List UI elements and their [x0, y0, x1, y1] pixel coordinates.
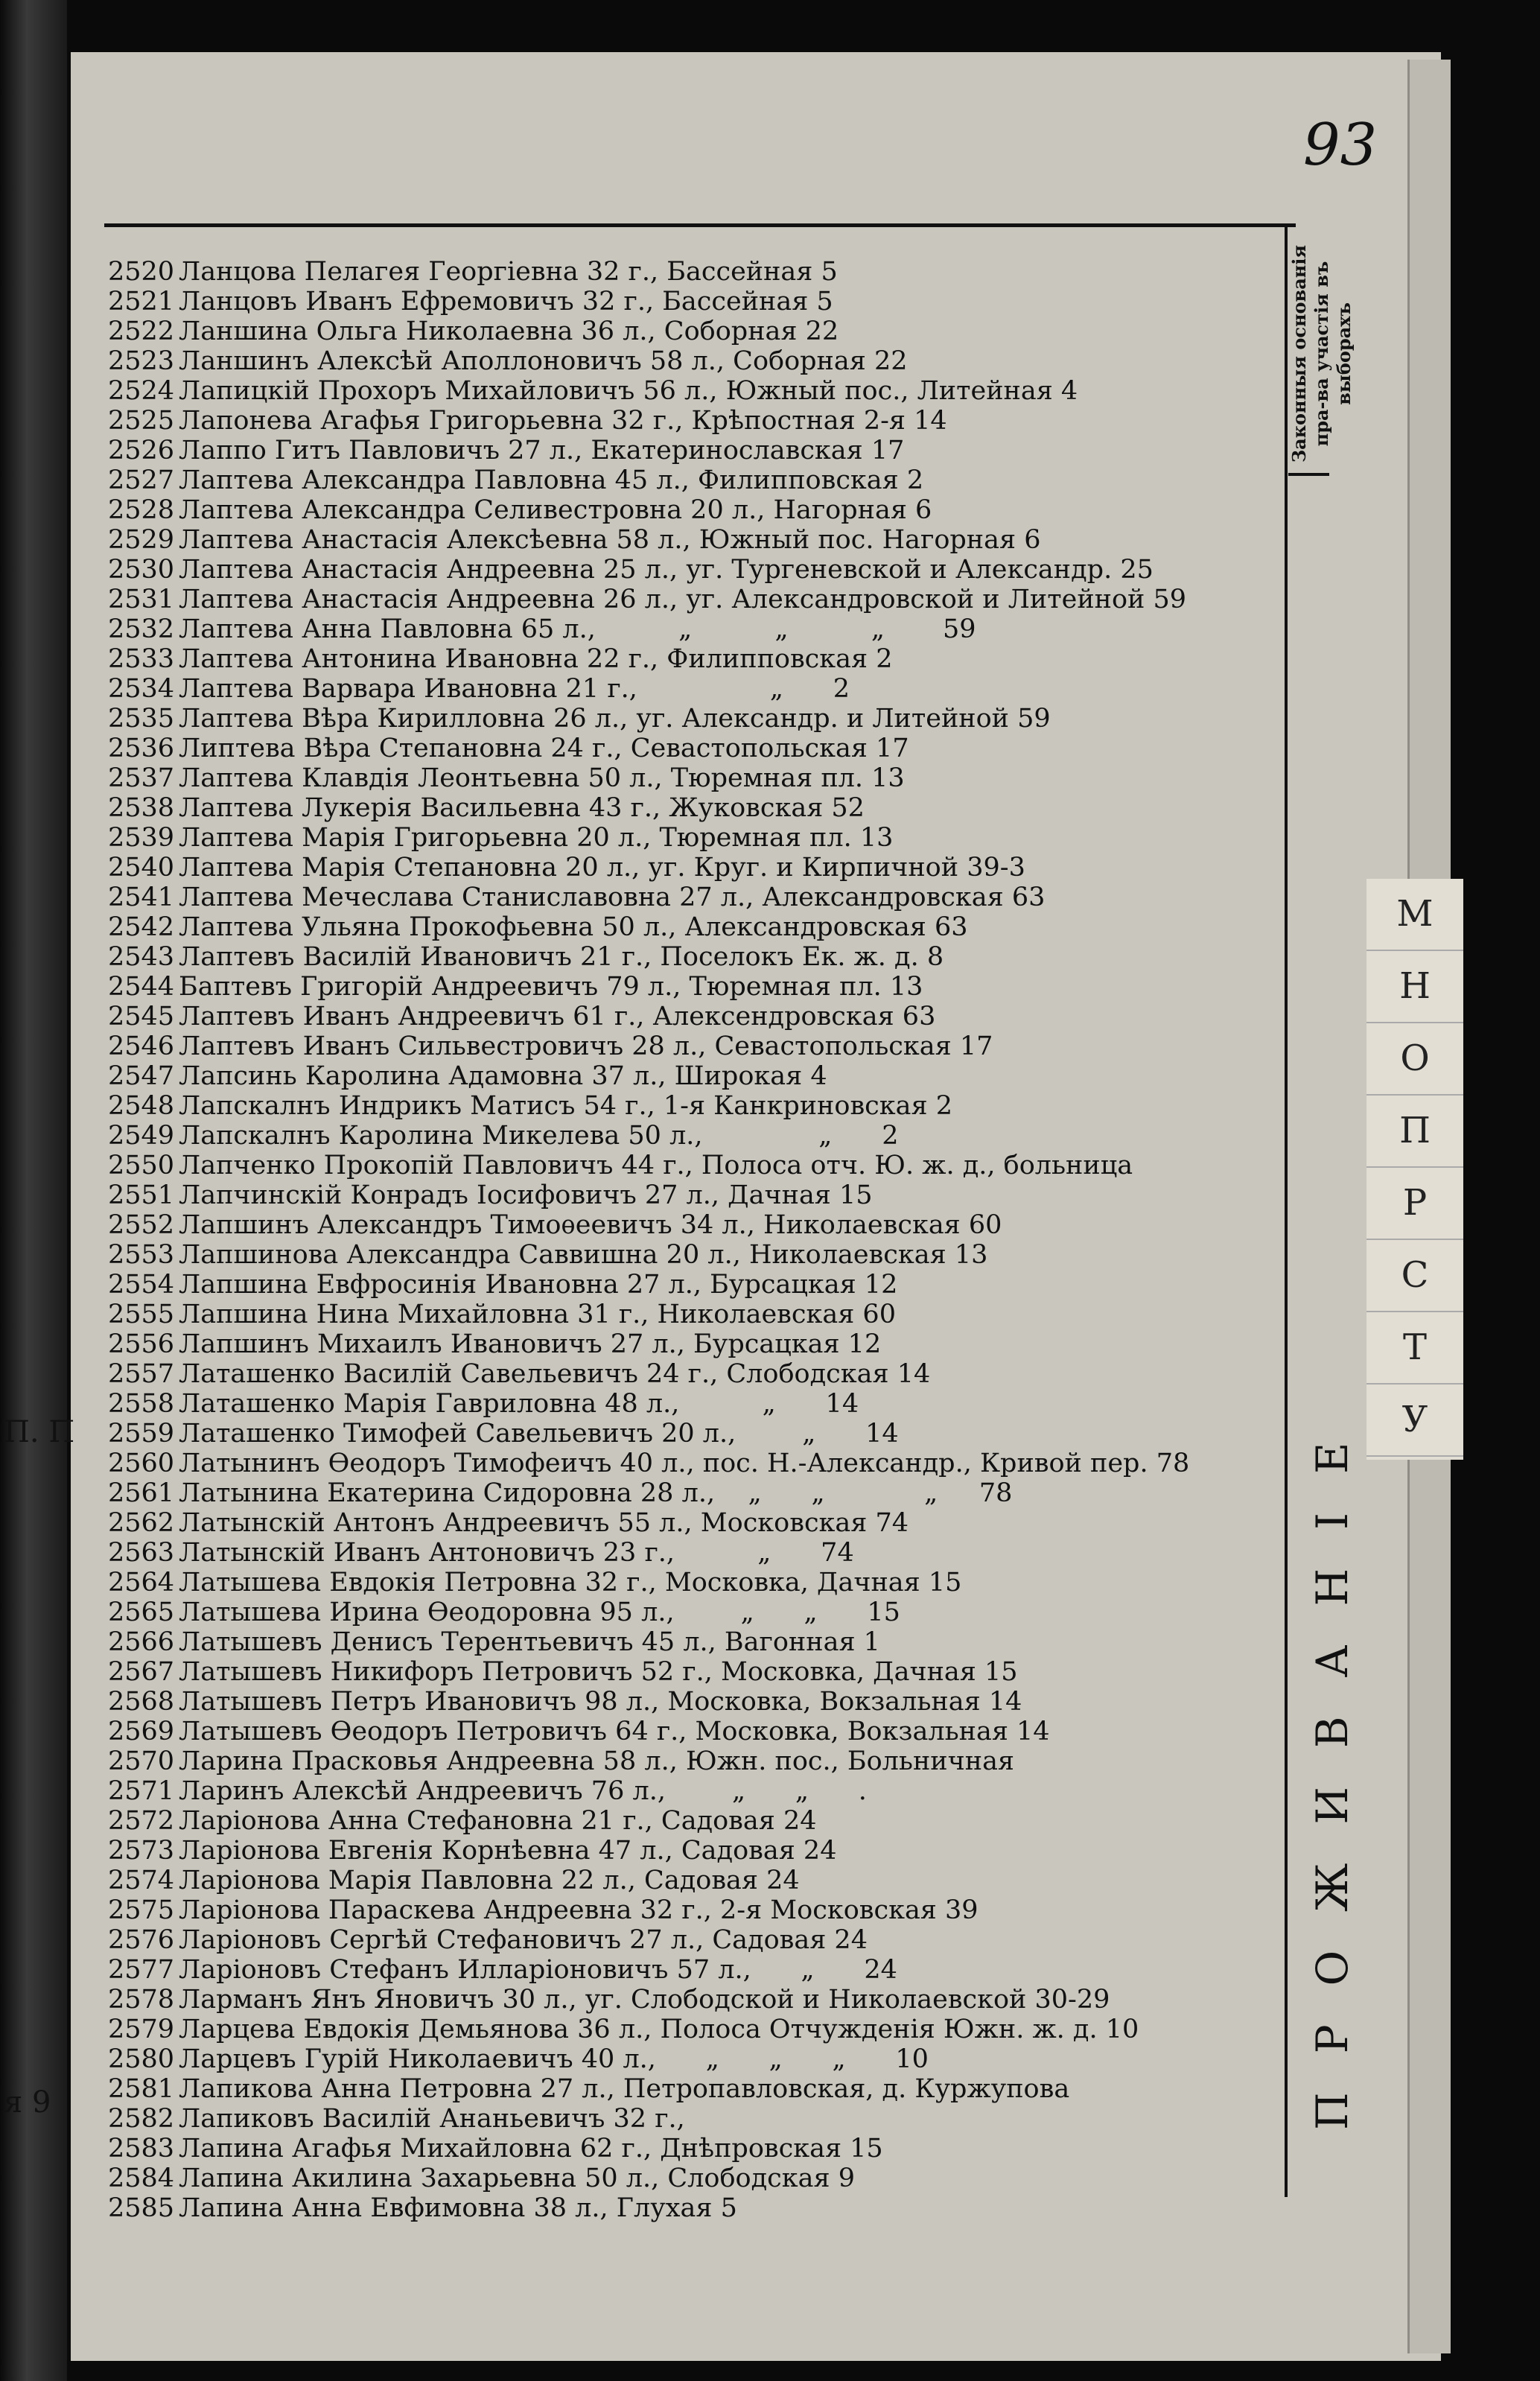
- entry-text: Баптевъ Григорій Андреевичъ 79 л., Тюремная пл. 13: [179, 972, 923, 1002]
- entry-text: Ларіоновъ Стефанъ Илларіоновичъ 57 л., „ 24: [179, 1955, 897, 1985]
- entry-text: Латынинъ Ѳеодоръ Тимофеичъ 40 л., пос. Н.-Александр., Кривой пер. 78: [179, 1449, 1190, 1478]
- entry-number: 2526: [108, 436, 175, 465]
- entry-number: 2567: [108, 1657, 175, 1687]
- entry-number: 2551: [108, 1180, 175, 1210]
- entry-text: Лаптева Анна Павловна 65 л., „ „ „ 59: [179, 614, 976, 644]
- entry-text: Ларманъ Янъ Яновичъ 30 л., уг. Слободской и Николаевской 30-29: [179, 1985, 1110, 2015]
- entry-text: Лапицкій Прохоръ Михайловичъ 56 л., Южный пос., Литейная 4: [179, 376, 1078, 406]
- entry-number: 2569: [108, 1717, 175, 1746]
- entry-text: Лаптевъ Василій Ивановичъ 21 г., Поселокъ Ек. ж. д. 8: [179, 942, 944, 972]
- entry-text: Лаптева Анастасія Алексѣевна 58 л., Южный пос. Нагорная 6: [179, 525, 1041, 555]
- entry-number: 2522: [108, 317, 175, 346]
- entry-number: 2549: [108, 1121, 175, 1151]
- entry-number: 2574: [108, 1866, 175, 1895]
- entry-number: 2564: [108, 1568, 175, 1598]
- entry-number: 2577: [108, 1955, 175, 1985]
- entry-number: 2538: [108, 793, 175, 823]
- entry-text: Ланцова Пелагея Георгіевна 32 г., Бассейная 5: [179, 257, 838, 287]
- entry-text: Лаптева Лукерія Васильевна 43 г., Жуковская 52: [179, 793, 865, 823]
- entry-text: Ланшинъ Алексѣй Аполлоновичъ 58 л., Соборная 22: [179, 346, 908, 376]
- entry-text: Ларцева Евдокія Демьянова 36 л., Полоса Отчужденія Южн. ж. д. 10: [179, 2015, 1139, 2044]
- entry-text: Лаптева Александра Селивестровна 20 л., Нагорная 6: [179, 495, 932, 525]
- index-tabs: [1366, 879, 1463, 1460]
- entry-text: Лаптева Марія Степановна 20 л., уг. Круг. и Кирпичной 39-3: [179, 853, 1025, 883]
- index-tab[interactable]: О: [1366, 1023, 1463, 1096]
- entry-text: Латышева Ирина Ѳеодоровна 95 л., „ „ 15: [179, 1598, 900, 1627]
- entry-number: 2539: [108, 823, 175, 853]
- entry-number: 2536: [108, 734, 175, 763]
- entry-text: Лапшинова Александра Саввишна 20 л., Николаевская 13: [179, 1240, 988, 1270]
- entry-text: Латашенко Тимофей Савельевичъ 20 л., „ 14: [179, 1419, 899, 1449]
- entry-number: 2544: [108, 972, 175, 1002]
- entry-text: Лапскалнъ Индрикъ Матисъ 54 г., 1-я Канкриновская 2: [179, 1091, 952, 1121]
- entry-text: Ларіонова Евгенія Корнѣевна 47 л., Садовая 24: [179, 1836, 837, 1866]
- entry-text: Лаптева Анастасія Андреевна 26 л., уг. Александровской и Литейной 59: [179, 585, 1187, 614]
- entry-number: 2579: [108, 2015, 175, 2044]
- entry-text: Лаптева Александра Павловна 45 л., Филипповская 2: [179, 465, 924, 495]
- vertical-heading: [1307, 789, 1358, 2130]
- entry-number: 2570: [108, 1746, 175, 1776]
- entry-text: Латышевъ Ѳеодоръ Петровичъ 64 г., Московка, Вокзальная 14: [179, 1717, 1050, 1746]
- entry-text: Ларинъ Алексѣй Андреевичъ 76 л., „ „ .: [179, 1776, 867, 1806]
- entry-number: 2545: [108, 1002, 175, 1031]
- page-edge-left: [0, 0, 67, 2381]
- entry-number: 2572: [108, 1806, 175, 1836]
- entry-text: Лапиковъ Василій Ананьевичъ 32 г.,: [179, 2104, 685, 2134]
- entry-number: 2553: [108, 1240, 175, 1270]
- entry-text: Лапина Анна Евфимовна 38 л., Глухая 5: [179, 2193, 737, 2223]
- entry-text: Ланцовъ Иванъ Ефремовичъ 32 г., Бассейная 5: [179, 287, 833, 317]
- entry-text: Лаптевъ Иванъ Сильвестровичъ 28 л., Севастопольская 17: [179, 1031, 993, 1061]
- entry-text: Ларіоновъ Сергѣй Стефановичъ 27 л., Садовая 24: [179, 1925, 868, 1955]
- entry-number: 2581: [108, 2074, 175, 2104]
- entry-number: 2550: [108, 1151, 175, 1180]
- entry-number: 2535: [108, 704, 175, 734]
- entry-text: Латынина Екатерина Сидоровна 28 л., „ „ „ 78: [179, 1478, 1013, 1508]
- entry-number: 2537: [108, 763, 175, 793]
- side-note: [1288, 231, 1363, 477]
- index-tab[interactable]: М: [1366, 879, 1463, 951]
- entry-text: Лапчинскій Конрадъ Іосифовичъ 27 л., Дачная 15: [179, 1180, 873, 1210]
- entry-number: 2521: [108, 287, 175, 317]
- vertical-heading-text: ПРОЖИВАНІЕ: [1307, 1403, 1358, 2130]
- entry-number: 2556: [108, 1329, 175, 1359]
- entry-text: Ларіонова Параскева Андреевна 32 г., 2-я Московская 39: [179, 1895, 979, 1925]
- column-rule: [1285, 223, 1288, 2197]
- index-tab[interactable]: С: [1366, 1240, 1463, 1312]
- entry-text: Лаптева Анастасія Андреевна 25 л., уг. Тургеневской и Александр. 25: [179, 555, 1154, 585]
- entry-number: 2566: [108, 1627, 175, 1657]
- entry-text: Лаппо Гитъ Павловичъ 27 л., Екатеринославская 17: [179, 436, 905, 465]
- entry-text: Латынскій Антонъ Андреевичъ 55 л., Московская 74: [179, 1508, 909, 1538]
- margin-note: П. П: [4, 1415, 75, 1449]
- entry-number: 2523: [108, 346, 175, 376]
- entry-number: 2559: [108, 1419, 175, 1449]
- entry-text: Лаптева Вѣра Кирилловна 26 л., уг. Александр. и Литейной 59: [179, 704, 1051, 734]
- entry-number: 2543: [108, 942, 175, 972]
- entry-text: Лаптевъ Иванъ Андреевичъ 61 г., Алексендровская 63: [179, 1002, 936, 1031]
- entry-text: Латашенко Марія Гавриловна 48 л., „ 14: [179, 1389, 859, 1419]
- entry-text: Лапшина Нина Михайловна 31 г., Николаевская 60: [179, 1300, 896, 1329]
- entry-number: 2532: [108, 614, 175, 644]
- entry-text: Лапскалнъ Каролина Микелева 50 л., „ 2: [179, 1121, 899, 1151]
- entry-text: Ларцевъ Гурій Николаевичъ 40 л., „ „ „ 10: [179, 2044, 929, 2074]
- entry-number: 2580: [108, 2044, 175, 2074]
- entry-number: 2546: [108, 1031, 175, 1061]
- entry-number: 2520: [108, 257, 175, 287]
- entry-text: Лапина Агафья Михайловна 62 г., Днѣпровская 15: [179, 2134, 883, 2164]
- entry-text: Латышевъ Петръ Ивановичъ 98 л., Московка, Вокзальная 14: [179, 1687, 1022, 1717]
- entry-text: Ларина Прасковья Андреевна 58 л., Южн. пос., Больничная: [179, 1746, 1015, 1776]
- index-tab[interactable]: П: [1366, 1096, 1463, 1168]
- entry-number: 2575: [108, 1895, 175, 1925]
- entry-text: Лаптева Антонина Ивановна 22 г., Филипповская 2: [179, 644, 893, 674]
- entry-number: 2554: [108, 1270, 175, 1300]
- entry-number: 2528: [108, 495, 175, 525]
- entry-text: Лаптева Марія Григорьевна 20 л., Тюремная пл. 13: [179, 823, 894, 853]
- entry-text: Лапсинь Каролина Адамовна 37 л., Широкая 4: [179, 1061, 827, 1091]
- entry-number: 2571: [108, 1776, 175, 1806]
- entry-text: Лаптева Мечеслава Станиславовна 27 л., Александровская 63: [179, 883, 1046, 912]
- entry-number: 2524: [108, 376, 175, 406]
- entry-number: 2548: [108, 1091, 175, 1121]
- entry-number: 2558: [108, 1389, 175, 1419]
- index-tab[interactable]: Н: [1366, 951, 1463, 1023]
- entry-number: 2560: [108, 1449, 175, 1478]
- entry-text: Ларіонова Анна Стефановна 21 г., Садовая 24: [179, 1806, 817, 1836]
- entry-text: Лаптева Ульяна Прокофьевна 50 л., Александровская 63: [179, 912, 968, 942]
- entry-number: 2531: [108, 585, 175, 614]
- entry-text: Латышева Евдокія Петровна 32 г., Московка, Дачная 15: [179, 1568, 962, 1598]
- entry-text: Латашенко Василій Савельевичъ 24 г., Слободская 14: [179, 1359, 931, 1389]
- entry-number: 2533: [108, 644, 175, 674]
- entry-number: 2552: [108, 1210, 175, 1240]
- header-rule: [104, 223, 1296, 227]
- index-tab[interactable]: Т: [1366, 1312, 1463, 1385]
- side-note-rule: [1288, 473, 1329, 476]
- entry-text: Лапшина Евфросинія Ивановна 27 л., Бурсацкая 12: [179, 1270, 898, 1300]
- entry-number: 2562: [108, 1508, 175, 1538]
- entry-text: Лапшинъ Михаилъ Ивановичъ 27 л., Бурсацкая 12: [179, 1329, 882, 1359]
- entry-text: Латышевъ Денисъ Терентьевичъ 45 л., Вагонная 1: [179, 1627, 880, 1657]
- margin-note: я 9: [4, 2085, 51, 2120]
- entry-text: Лапикова Анна Петровна 27 л., Петропавловская, д. Куржупова: [179, 2074, 1070, 2104]
- entry-number: 2561: [108, 1478, 175, 1508]
- entry-number: 2557: [108, 1359, 175, 1389]
- entry-number: 2529: [108, 525, 175, 555]
- entry-number: 2584: [108, 2164, 175, 2193]
- entry-text: Лаптева Варвара Ивановна 21 г., „ 2: [179, 674, 850, 704]
- entry-text: Лапонева Агафья Григорьевна 32 г., Крѣпостная 2-я 14: [179, 406, 947, 436]
- entry-number: 2582: [108, 2104, 175, 2134]
- entry-number: 2525: [108, 406, 175, 436]
- entry-number: 2527: [108, 465, 175, 495]
- entry-number: 2555: [108, 1300, 175, 1329]
- entry-number: 2534: [108, 674, 175, 704]
- entry-text: Лапшинъ Александръ Тимоѳеевичъ 34 л., Николаевская 60: [179, 1210, 1002, 1240]
- entry-number: 2583: [108, 2134, 175, 2164]
- page-number: 93: [1303, 112, 1378, 179]
- entry-number: 2573: [108, 1836, 175, 1866]
- entry-text: Лаптева Клавдія Леонтьевна 50 л., Тюремная пл. 13: [179, 763, 905, 793]
- entry-text: Ларіонова Марія Павловна 22 л., Садовая 24: [179, 1866, 800, 1895]
- entry-number: 2547: [108, 1061, 175, 1091]
- entry-number: 2565: [108, 1598, 175, 1627]
- entry-text: Лапина Акилина Захарьевна 50 л., Слободская 9: [179, 2164, 855, 2193]
- side-note-text: Законныя основанія пра-ва участія въ выборахъ: [1288, 244, 1355, 463]
- entry-text: Латышевъ Никифоръ Петровичъ 52 г., Московка, Дачная 15: [179, 1657, 1018, 1687]
- entry-number: 2585: [108, 2193, 175, 2223]
- entry-number: 2578: [108, 1985, 175, 2015]
- entry-number: 2568: [108, 1687, 175, 1717]
- entry-text: Лапченко Прокопій Павловичъ 44 г., Полоса отч. Ю. ж. д., больница: [179, 1151, 1133, 1180]
- entry-text: Липтева Вѣра Степановна 24 г., Севастопольская 17: [179, 734, 909, 763]
- entry-number: 2530: [108, 555, 175, 585]
- index-tab[interactable]: Р: [1366, 1168, 1463, 1240]
- entry-number: 2563: [108, 1538, 175, 1568]
- entry-number: 2576: [108, 1925, 175, 1955]
- entry-number: 2542: [108, 912, 175, 942]
- index-tab[interactable]: У: [1366, 1385, 1463, 1457]
- entry-number: 2541: [108, 883, 175, 912]
- entry-number: 2540: [108, 853, 175, 883]
- entry-text: Латынскій Иванъ Антоновичъ 23 г., „ 74: [179, 1538, 854, 1568]
- entry-text: Ланшина Ольга Николаевна 36 л., Соборная 22: [179, 317, 839, 346]
